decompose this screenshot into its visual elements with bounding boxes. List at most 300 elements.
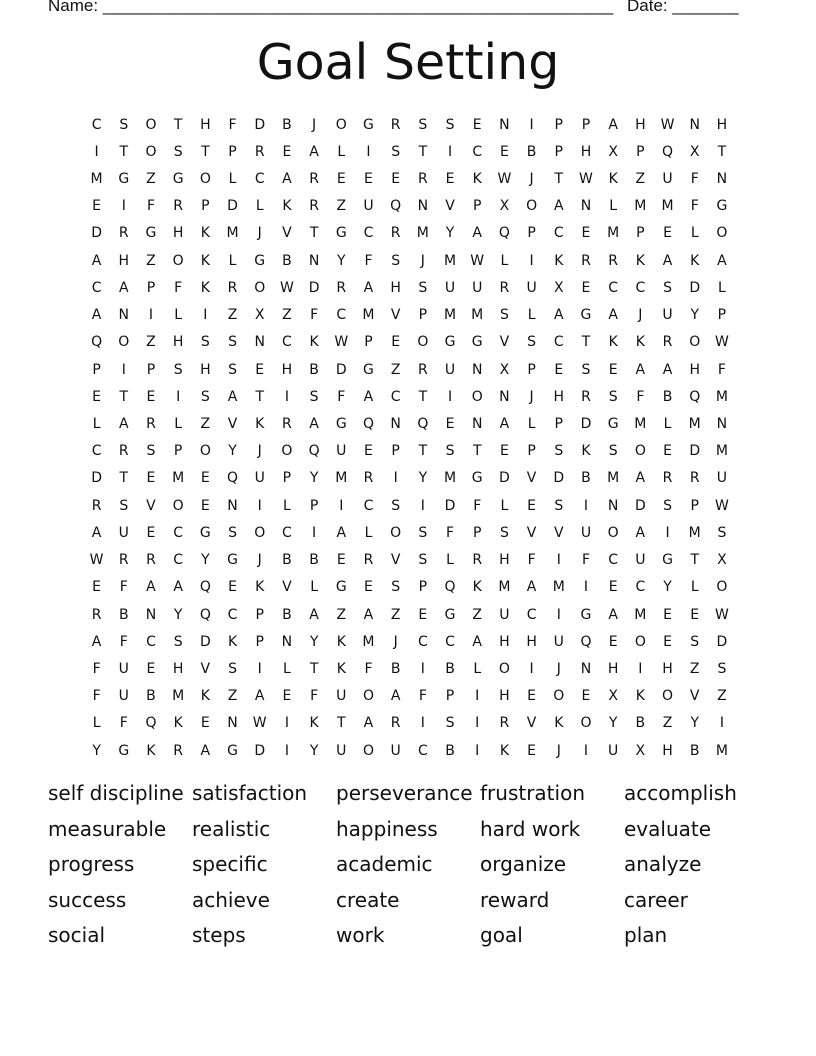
grid-letter: M	[226, 225, 239, 242]
grid-letter: C	[173, 524, 184, 541]
grid-letter: I	[583, 579, 589, 596]
grid-letter: L	[473, 660, 482, 677]
grid-letter: O	[362, 688, 374, 705]
grid-letter: C	[91, 443, 102, 460]
grid-letter: W	[89, 552, 104, 569]
grid-letter: E	[608, 633, 618, 650]
grid-letter: G	[335, 416, 347, 433]
grid-letter: H	[390, 279, 401, 296]
grid-letter: B	[309, 552, 319, 569]
grid-letter: S	[228, 524, 237, 541]
grid-letter: I	[420, 660, 425, 677]
grid-letter: E	[499, 443, 509, 460]
grid-letter: Z	[689, 660, 700, 677]
grid-letter: L	[718, 279, 726, 296]
grid-letter: I	[284, 715, 289, 732]
grid-letter: P	[554, 116, 563, 133]
grid-letter: I	[529, 252, 534, 269]
grid-letter: C	[282, 334, 292, 351]
grid-letter: C	[526, 606, 537, 623]
grid-letter: K	[499, 742, 509, 759]
grid-letter: J	[257, 225, 262, 242]
grid-letter: K	[336, 633, 346, 650]
grid-letter: S	[119, 116, 129, 133]
grid-letter: O	[662, 688, 674, 705]
grid-letter: R	[309, 198, 319, 215]
grid-letter: I	[94, 143, 99, 160]
grid-letter: E	[282, 143, 292, 160]
grid-letter: B	[689, 742, 700, 759]
grid-letter: P	[418, 579, 428, 596]
grid-letter: E	[527, 742, 537, 759]
grid-letter: O	[362, 742, 374, 759]
grid-letter: S	[146, 443, 156, 460]
grid-letter: I	[148, 307, 154, 324]
grid-letter: C	[635, 579, 646, 596]
grid-letter: F	[174, 279, 183, 296]
grid-letter: V	[689, 688, 700, 705]
grid-letter: E	[499, 143, 509, 160]
grid-letter: X	[608, 143, 618, 160]
grid-letter: D	[91, 225, 102, 242]
grid-letter: U	[635, 552, 646, 569]
grid-letter: S	[173, 633, 183, 650]
grid-letter: Z	[200, 416, 211, 433]
grid-letter: K	[472, 171, 482, 188]
grid-letter: G	[471, 334, 483, 351]
grid-letter: E	[282, 688, 292, 705]
grid-letter: U	[336, 742, 347, 759]
grid-letter: Y	[690, 715, 699, 732]
grid-letter: T	[173, 116, 183, 133]
grid-letter: Q	[498, 225, 510, 242]
grid-letter: Q	[308, 443, 320, 460]
grid-letter: C	[553, 334, 564, 351]
grid-letter: O	[145, 143, 157, 160]
grid-letter: S	[173, 361, 183, 378]
grid-letter: A	[118, 279, 129, 296]
grid-letter: K	[200, 279, 210, 296]
grid-letter: Y	[690, 307, 699, 324]
grid-letter: I	[529, 116, 534, 133]
grid-letter: N	[254, 334, 265, 351]
grid-letter: A	[173, 579, 183, 596]
grid-letter: L	[283, 660, 291, 677]
grid-letter: E	[364, 171, 373, 188]
grid-letter: I	[420, 715, 425, 732]
grid-letter: A	[227, 388, 238, 405]
grid-letter: Z	[282, 307, 292, 324]
grid-letter: Z	[662, 715, 673, 732]
grid-letter: E	[663, 633, 672, 650]
grid-letter: X	[553, 279, 564, 296]
grid-letter: S	[663, 497, 672, 514]
grid-letter: H	[635, 116, 646, 133]
grid-letter: I	[475, 742, 480, 759]
grid-letter: V	[200, 660, 211, 677]
grid-letter: B	[662, 388, 673, 405]
grid-letter: E	[472, 116, 482, 133]
grid-letter: D	[499, 470, 510, 487]
grid-letter: P	[690, 497, 699, 514]
grid-letter: F	[92, 688, 101, 705]
grid-letter: S	[554, 497, 564, 514]
grid-letter: E	[228, 579, 237, 596]
grid-letter: F	[146, 198, 155, 215]
grid-letter: P	[472, 524, 482, 541]
grid-letter: M	[715, 388, 728, 405]
grid-letter: I	[203, 307, 208, 324]
grid-letter: B	[118, 606, 129, 623]
grid-letter: R	[499, 715, 510, 732]
grid-letter: L	[690, 579, 699, 596]
grid-letter: Y	[309, 742, 319, 759]
word-bank-item: academic	[336, 852, 433, 877]
grid-letter: K	[635, 252, 645, 269]
grid-letter: C	[472, 143, 483, 160]
grid-letter: I	[638, 660, 643, 677]
grid-letter: D	[689, 279, 701, 296]
grid-letter: L	[92, 416, 101, 433]
grid-letter: L	[527, 416, 536, 433]
grid-letter: I	[339, 497, 344, 514]
grid-letter: H	[200, 361, 211, 378]
grid-letter: W	[497, 171, 512, 188]
grid-letter: P	[282, 470, 292, 487]
grid-letter: W	[279, 279, 294, 296]
grid-letter: B	[282, 606, 292, 623]
grid-letter: L	[283, 497, 291, 514]
grid-letter: J	[638, 307, 643, 324]
word-bank-item: create	[336, 887, 400, 912]
grid-letter: R	[118, 225, 129, 242]
grid-letter: D	[308, 279, 320, 296]
grid-letter: F	[119, 579, 128, 596]
grid-letter: J	[556, 660, 561, 677]
grid-letter: A	[200, 742, 211, 759]
grid-letter: R	[336, 279, 347, 296]
grid-letter: P	[418, 307, 428, 324]
grid-letter: G	[607, 416, 619, 433]
grid-letter: W	[714, 497, 729, 514]
grid-letter: C	[417, 633, 428, 650]
grid-letter: H	[580, 143, 592, 160]
grid-letter: J	[257, 443, 262, 460]
grid-letter: H	[118, 252, 130, 269]
grid-letter: M	[688, 416, 701, 433]
grid-letter: O	[498, 660, 510, 677]
grid-letter: W	[579, 171, 593, 188]
grid-letter: U	[580, 524, 592, 541]
grid-letter: Z	[227, 307, 238, 324]
grid-letter: I	[257, 660, 262, 677]
grid-letter: I	[393, 470, 398, 487]
grid-letter: S	[499, 524, 509, 541]
grid-letter: J	[257, 552, 262, 569]
grid-letter: N	[580, 660, 592, 677]
grid-letter: Q	[199, 606, 211, 623]
grid-letter: Z	[472, 606, 483, 623]
grid-letter: N	[689, 116, 700, 133]
grid-letter: I	[556, 606, 561, 623]
grid-letter: O	[118, 334, 130, 351]
grid-letter: K	[336, 660, 346, 677]
grid-letter: S	[119, 497, 129, 514]
grid-letter: J	[529, 388, 534, 405]
grid-letter: F	[337, 388, 346, 405]
grid-letter: N	[390, 416, 401, 433]
grid-letter: Z	[717, 688, 727, 705]
grid-letter: I	[529, 660, 534, 677]
grid-letter: E	[364, 579, 373, 596]
grid-letter: T	[581, 334, 591, 351]
grid-letter: L	[255, 198, 264, 215]
grid-letter: R	[417, 171, 428, 188]
grid-letter: I	[719, 715, 724, 732]
grid-letter: N	[227, 497, 238, 514]
grid-letter: D	[634, 497, 646, 514]
grid-letter: O	[607, 524, 619, 541]
grid-letter: W	[470, 252, 485, 269]
grid-letter: V	[526, 715, 537, 732]
grid-letter: R	[146, 416, 156, 433]
grid-letter: P	[92, 361, 101, 378]
grid-letter: K	[581, 443, 591, 460]
grid-letter: P	[636, 225, 645, 242]
grid-letter: P	[146, 361, 156, 378]
grid-letter: G	[254, 252, 266, 269]
grid-letter: L	[92, 715, 101, 732]
grid-letter: R	[146, 552, 156, 569]
grid-letter: A	[635, 524, 646, 541]
grid-letter: E	[445, 171, 455, 188]
grid-letter: M	[471, 307, 484, 324]
grid-letter: K	[255, 579, 265, 596]
grid-letter: L	[446, 552, 454, 569]
grid-letter: P	[309, 497, 319, 514]
grid-letter: E	[527, 497, 537, 514]
grid-letter: M	[335, 470, 348, 487]
grid-letter: C	[91, 116, 102, 133]
grid-letter: G	[227, 552, 238, 569]
grid-letter: Z	[146, 171, 156, 188]
grid-letter: T	[309, 660, 319, 677]
grid-letter: N	[499, 116, 510, 133]
grid-letter: D	[553, 470, 565, 487]
grid-letter: T	[717, 143, 727, 160]
grid-letter: E	[146, 388, 156, 405]
grid-letter: S	[391, 143, 401, 160]
grid-letter: L	[310, 579, 318, 596]
grid-letter: N	[417, 198, 429, 215]
grid-letter: Q	[227, 470, 239, 487]
grid-letter: W	[660, 116, 675, 133]
grid-letter: M	[715, 443, 728, 460]
grid-letter: Z	[390, 606, 401, 623]
grid-letter: O	[417, 334, 429, 351]
grid-letter: R	[118, 552, 129, 569]
grid-letter: E	[391, 334, 401, 351]
grid-letter: N	[145, 606, 157, 623]
grid-letter: B	[146, 688, 156, 705]
grid-letter: A	[309, 416, 319, 433]
grid-letter: M	[416, 225, 429, 242]
grid-letter: F	[527, 552, 536, 569]
grid-letter: M	[715, 742, 728, 759]
grid-letter: T	[119, 470, 129, 487]
word-bank-item: steps	[192, 923, 246, 948]
grid-letter: R	[417, 361, 428, 378]
word-bank-item: measurable	[48, 816, 167, 841]
word-bank-item: accomplish	[624, 781, 737, 805]
grid-letter: C	[553, 225, 564, 242]
grid-letter: A	[363, 715, 374, 732]
word-bank-item: hard work	[480, 816, 581, 841]
grid-letter: H	[607, 660, 619, 677]
grid-letter: T	[418, 388, 428, 405]
grid-letter: E	[690, 606, 700, 623]
grid-letter: J	[393, 633, 398, 650]
grid-letter: B	[581, 470, 591, 487]
grid-letter: A	[282, 171, 292, 188]
grid-letter: K	[255, 416, 265, 433]
grid-letter: T	[119, 143, 129, 160]
grid-letter: I	[475, 688, 480, 705]
grid-letter: Y	[309, 470, 319, 487]
grid-letter: G	[118, 171, 130, 188]
grid-letter: A	[363, 388, 374, 405]
grid-letter: T	[418, 443, 428, 460]
grid-letter: F	[364, 660, 373, 677]
grid-letter: V	[526, 524, 537, 541]
grid-letter: A	[717, 252, 727, 269]
word-bank-item: satisfaction	[192, 781, 308, 805]
grid-letter: V	[553, 524, 564, 541]
grid-letter: W	[334, 334, 349, 351]
word-bank-item: happiness	[336, 816, 438, 841]
grid-letter: E	[146, 524, 156, 541]
grid-letter: N	[471, 361, 483, 378]
grid-letter: V	[282, 225, 292, 242]
grid-letter: F	[581, 552, 590, 569]
grid-letter: E	[92, 198, 102, 215]
grid-letter: Q	[91, 334, 103, 351]
grid-letter: L	[663, 416, 672, 433]
grid-letter: C	[363, 497, 374, 514]
grid-letter: E	[527, 688, 537, 705]
grid-letter: Y	[663, 579, 672, 596]
grid-letter: E	[92, 388, 102, 405]
grid-letter: S	[717, 524, 727, 541]
grid-letter: O	[145, 116, 157, 133]
grid-letter: C	[91, 279, 102, 296]
grid-letter: R	[662, 470, 673, 487]
grid-letter: H	[281, 361, 293, 378]
grid-letter: X	[499, 198, 510, 215]
grid-letter: K	[146, 742, 156, 759]
grid-letter: V	[390, 307, 401, 324]
grid-letter: S	[418, 279, 428, 296]
grid-letter: K	[200, 225, 210, 242]
date-line: Date: _______	[627, 0, 739, 15]
grid-letter: S	[391, 579, 401, 596]
grid-letter: M	[634, 606, 647, 623]
grid-letter: S	[228, 660, 237, 677]
grid-letter: Y	[309, 633, 319, 650]
grid-letter: X	[499, 361, 510, 378]
grid-letter: E	[445, 416, 455, 433]
grid-letter: S	[418, 552, 428, 569]
grid-letter: B	[445, 660, 455, 677]
grid-letter: S	[418, 116, 428, 133]
grid-letter: E	[364, 443, 373, 460]
grid-letter: M	[498, 579, 511, 596]
grid-letter: E	[255, 361, 265, 378]
grid-letter: A	[363, 279, 374, 296]
grid-letter: G	[227, 742, 238, 759]
grid-letter: U	[118, 524, 129, 541]
grid-letter: N	[118, 307, 130, 324]
grid-letter: I	[447, 388, 453, 405]
grid-letter: K	[608, 334, 618, 351]
grid-letter: W	[714, 334, 729, 351]
grid-letter: U	[526, 279, 537, 296]
grid-letter: Z	[390, 361, 401, 378]
grid-letter: N	[607, 497, 619, 514]
grid-letter: M	[362, 307, 375, 324]
grid-letter: S	[663, 279, 672, 296]
grid-letter: Q	[362, 416, 374, 433]
grid-letter: R	[499, 279, 510, 296]
grid-letter: G	[444, 606, 456, 623]
grid-letter: O	[553, 688, 565, 705]
grid-letter: G	[199, 524, 211, 541]
grid-letter: W	[714, 606, 729, 623]
grid-letter: H	[172, 225, 184, 242]
grid-letter: E	[663, 225, 672, 242]
grid-letter: J	[529, 171, 534, 188]
grid-letter: C	[146, 633, 156, 650]
grid-letter: A	[146, 579, 156, 596]
grid-letter: L	[690, 225, 699, 242]
grid-letter: S	[608, 388, 618, 405]
grid-letter: A	[91, 307, 102, 324]
grid-letter: K	[173, 715, 183, 732]
grid-letter: G	[662, 552, 673, 569]
grid-letter: A	[472, 633, 482, 650]
grid-letter: A	[91, 252, 102, 269]
grid-letter: Z	[146, 252, 156, 269]
grid-letter: E	[608, 361, 618, 378]
letter-grid	[83, 111, 736, 764]
grid-letter: I	[583, 742, 589, 759]
grid-letter: L	[174, 416, 183, 433]
grid-letter: P	[364, 334, 373, 351]
grid-letter: N	[716, 416, 728, 433]
grid-letter: R	[91, 497, 102, 514]
grid-letter: L	[174, 307, 183, 324]
grid-letter: N	[227, 715, 238, 732]
grid-letter: J	[556, 742, 561, 759]
grid-letter: S	[690, 633, 700, 650]
grid-letter: B	[390, 660, 401, 677]
grid-letter: P	[527, 361, 536, 378]
grid-letter: Y	[92, 742, 101, 759]
grid-letter: M	[443, 252, 457, 269]
grid-letter: S	[499, 307, 509, 324]
grid-letter: C	[635, 279, 646, 296]
grid-letter: A	[91, 524, 102, 541]
